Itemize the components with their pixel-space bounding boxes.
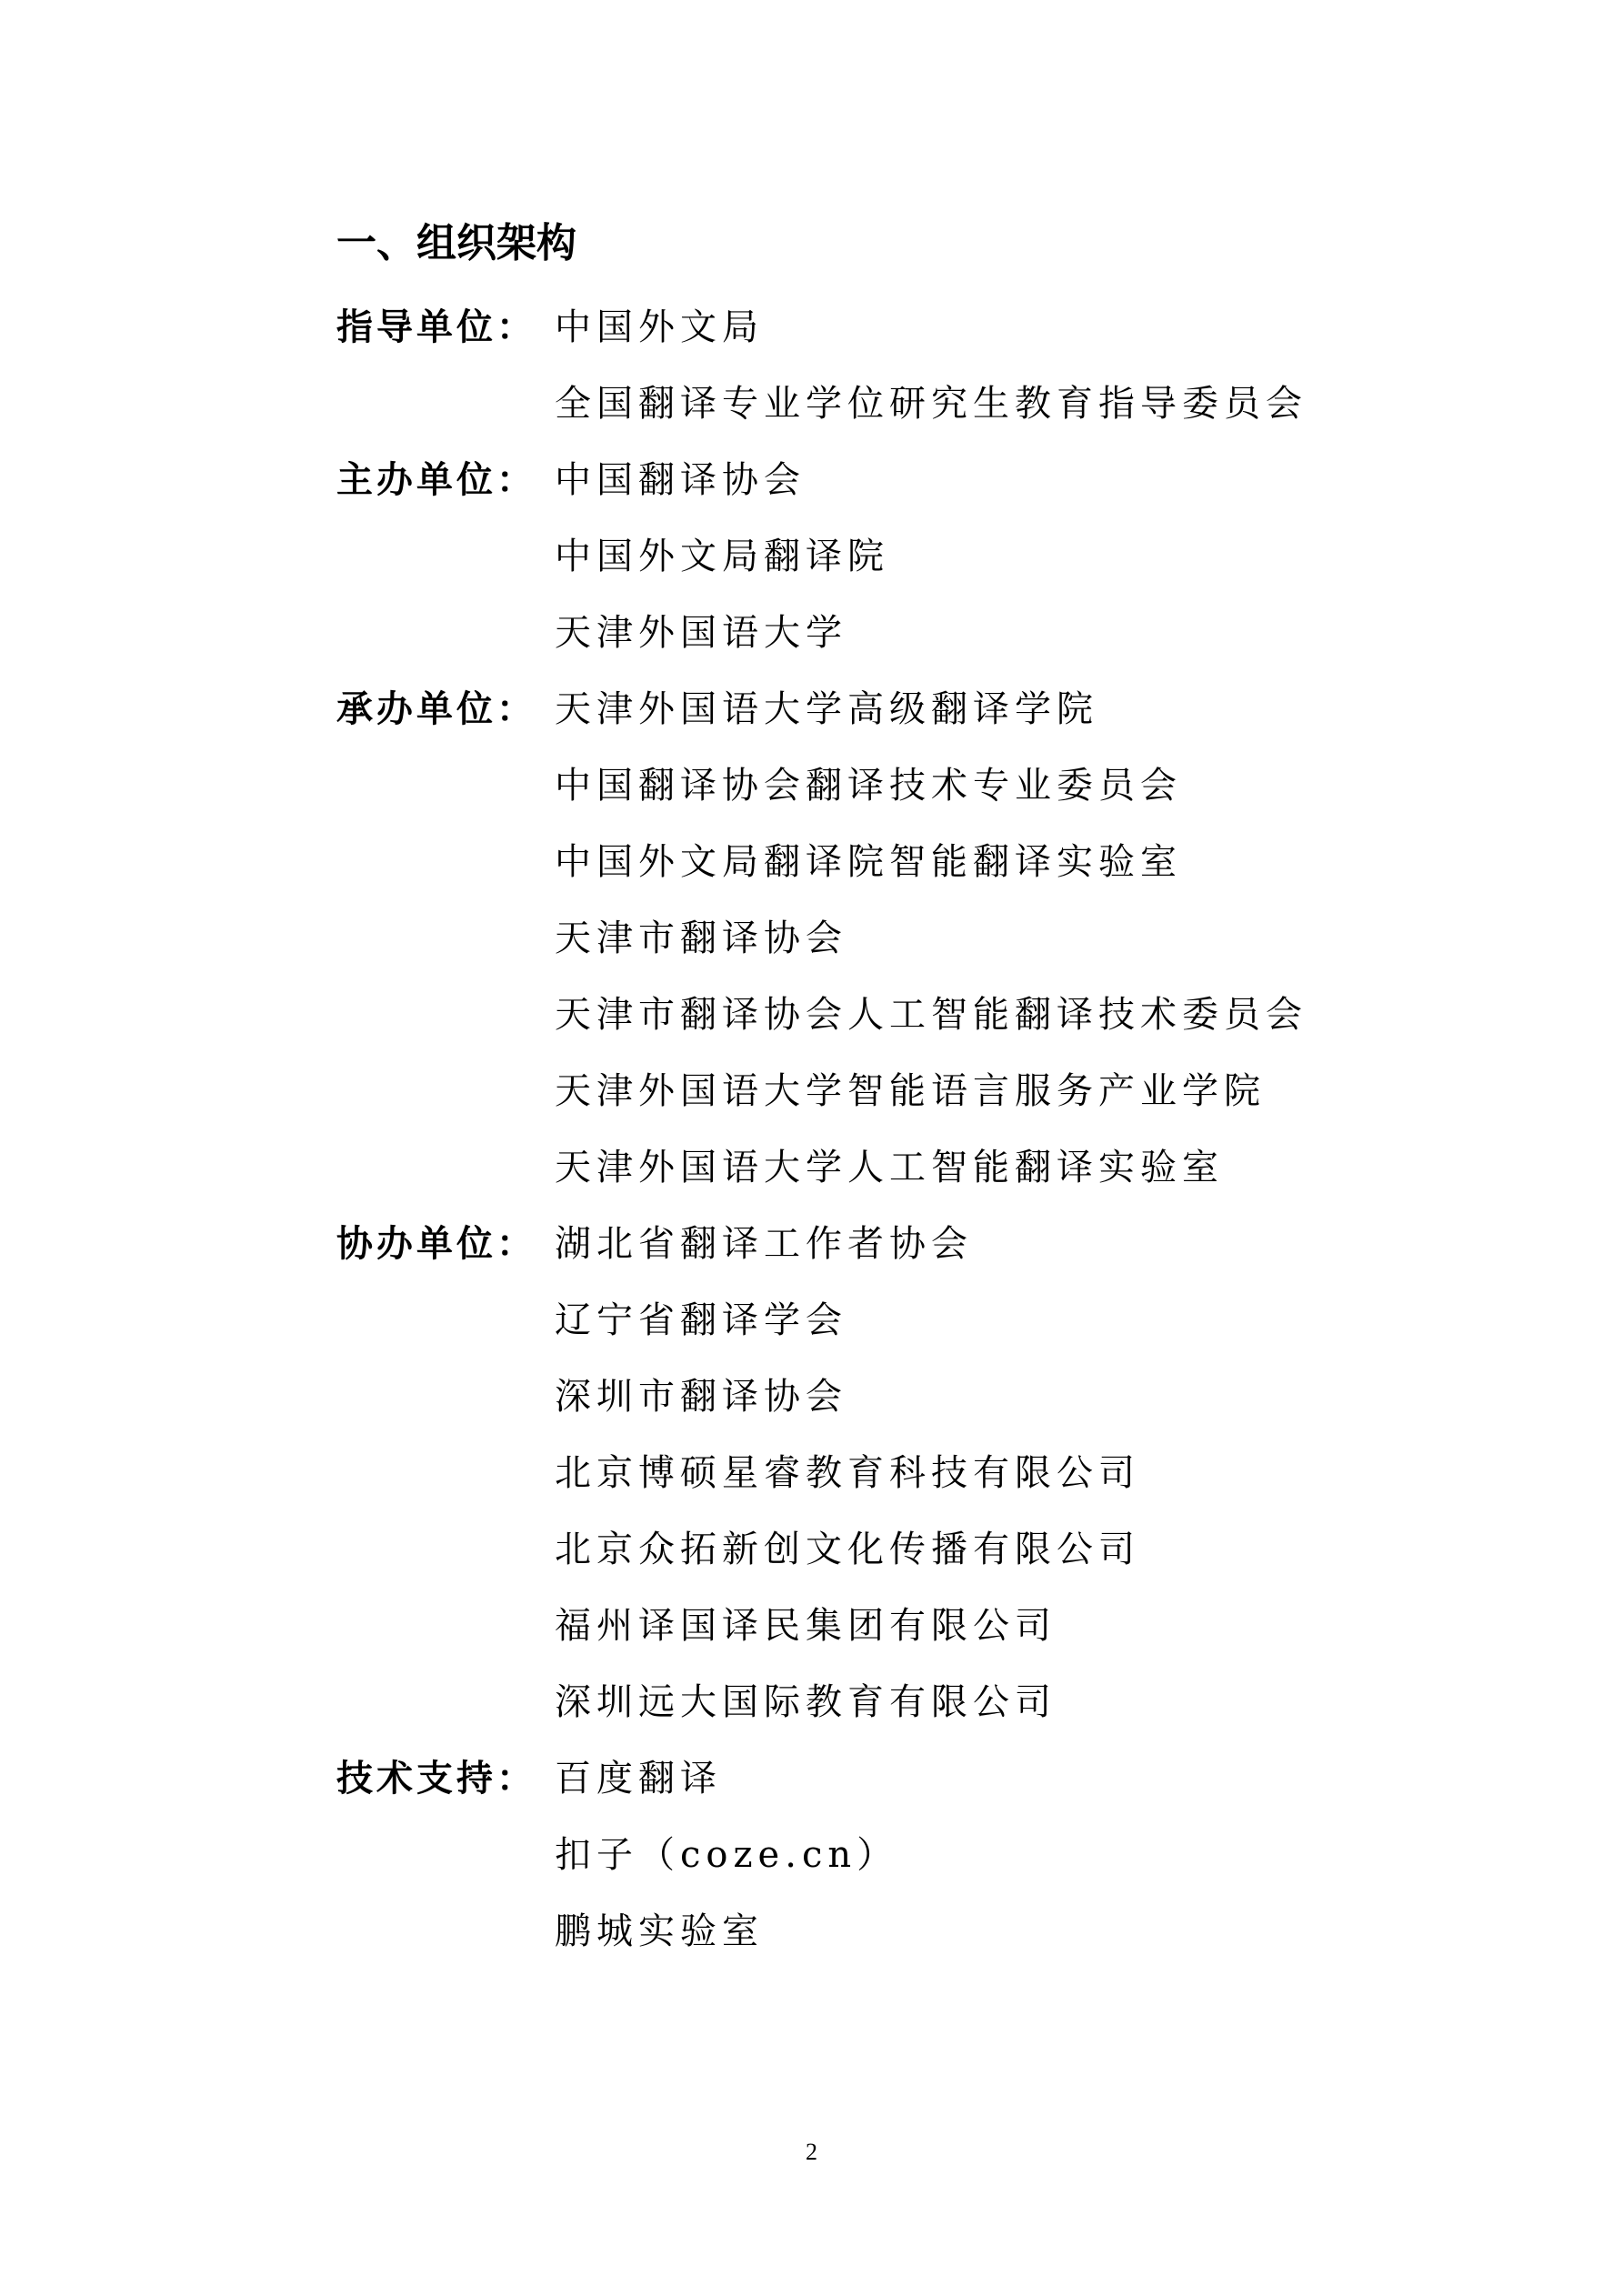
group-items (555, 442, 1428, 671)
group-items (555, 289, 1428, 442)
group-organizer-units (336, 671, 1428, 1206)
organization-item: 中国外文局 (555, 306, 764, 348)
organization-item: 湖北省翻译工作者协会 (555, 1223, 973, 1265)
organization-item: 中国外文局翻译院智能翻译实验室 (555, 841, 1182, 883)
group-technical-support (336, 1740, 1428, 1970)
group-items (555, 1206, 1428, 1740)
organization-item: 天津外国语大学 (555, 612, 847, 654)
organization-item: 天津外国语大学智能语言服务产业学院 (555, 1070, 1266, 1112)
organization-item: 福州译国译民集团有限公司 (555, 1605, 1057, 1647)
organization-item: 百度翻译 (555, 1758, 722, 1800)
group-items (555, 1740, 1428, 1970)
organization-item: 天津市翻译协会人工智能翻译技术委员会 (555, 994, 1307, 1036)
organization-groups (336, 289, 1428, 1970)
organization-item: 中国翻译协会翻译技术专业委员会 (555, 765, 1182, 807)
organization-item: 北京博硕星睿教育科技有限公司 (555, 1452, 1140, 1494)
group-co-organizer-units (336, 1206, 1428, 1740)
organization-item: 天津外国语大学高级翻译学院 (555, 688, 1098, 730)
organization-item: 鹏城实验室 (555, 1910, 764, 1952)
organization-item: 天津外国语大学人工智能翻译实验室 (555, 1147, 1224, 1188)
group-label: 技术支持： (336, 1758, 536, 1800)
group-label: 主办单位： (336, 459, 536, 501)
group-label: 承办单位： (336, 688, 536, 730)
group-guiding-units (336, 289, 1428, 442)
organization-item: 天津市翻译协会 (555, 917, 847, 959)
page-number: 2 (806, 2139, 817, 2165)
organization-item: 中国外文局翻译院 (555, 536, 889, 577)
group-label: 协办单位： (336, 1223, 536, 1265)
organization-item: 辽宁省翻译学会 (555, 1299, 847, 1341)
organization-item: 深圳远大国际教育有限公司 (555, 1681, 1057, 1723)
section-title: 一、组织架构 (336, 220, 576, 266)
group-host-units (336, 442, 1428, 671)
organization-item: 全国翻译专业学位研究生教育指导委员会 (555, 383, 1307, 425)
organization-item: 北京众拓新创文化传播有限公司 (555, 1529, 1140, 1570)
organization-item: 深圳市翻译协会 (555, 1376, 847, 1418)
organization-item: 中国翻译协会 (555, 459, 806, 501)
organization-item: 扣子（coze.cn） (555, 1834, 899, 1876)
group-items (555, 671, 1428, 1206)
group-label: 指导单位： (336, 306, 536, 348)
